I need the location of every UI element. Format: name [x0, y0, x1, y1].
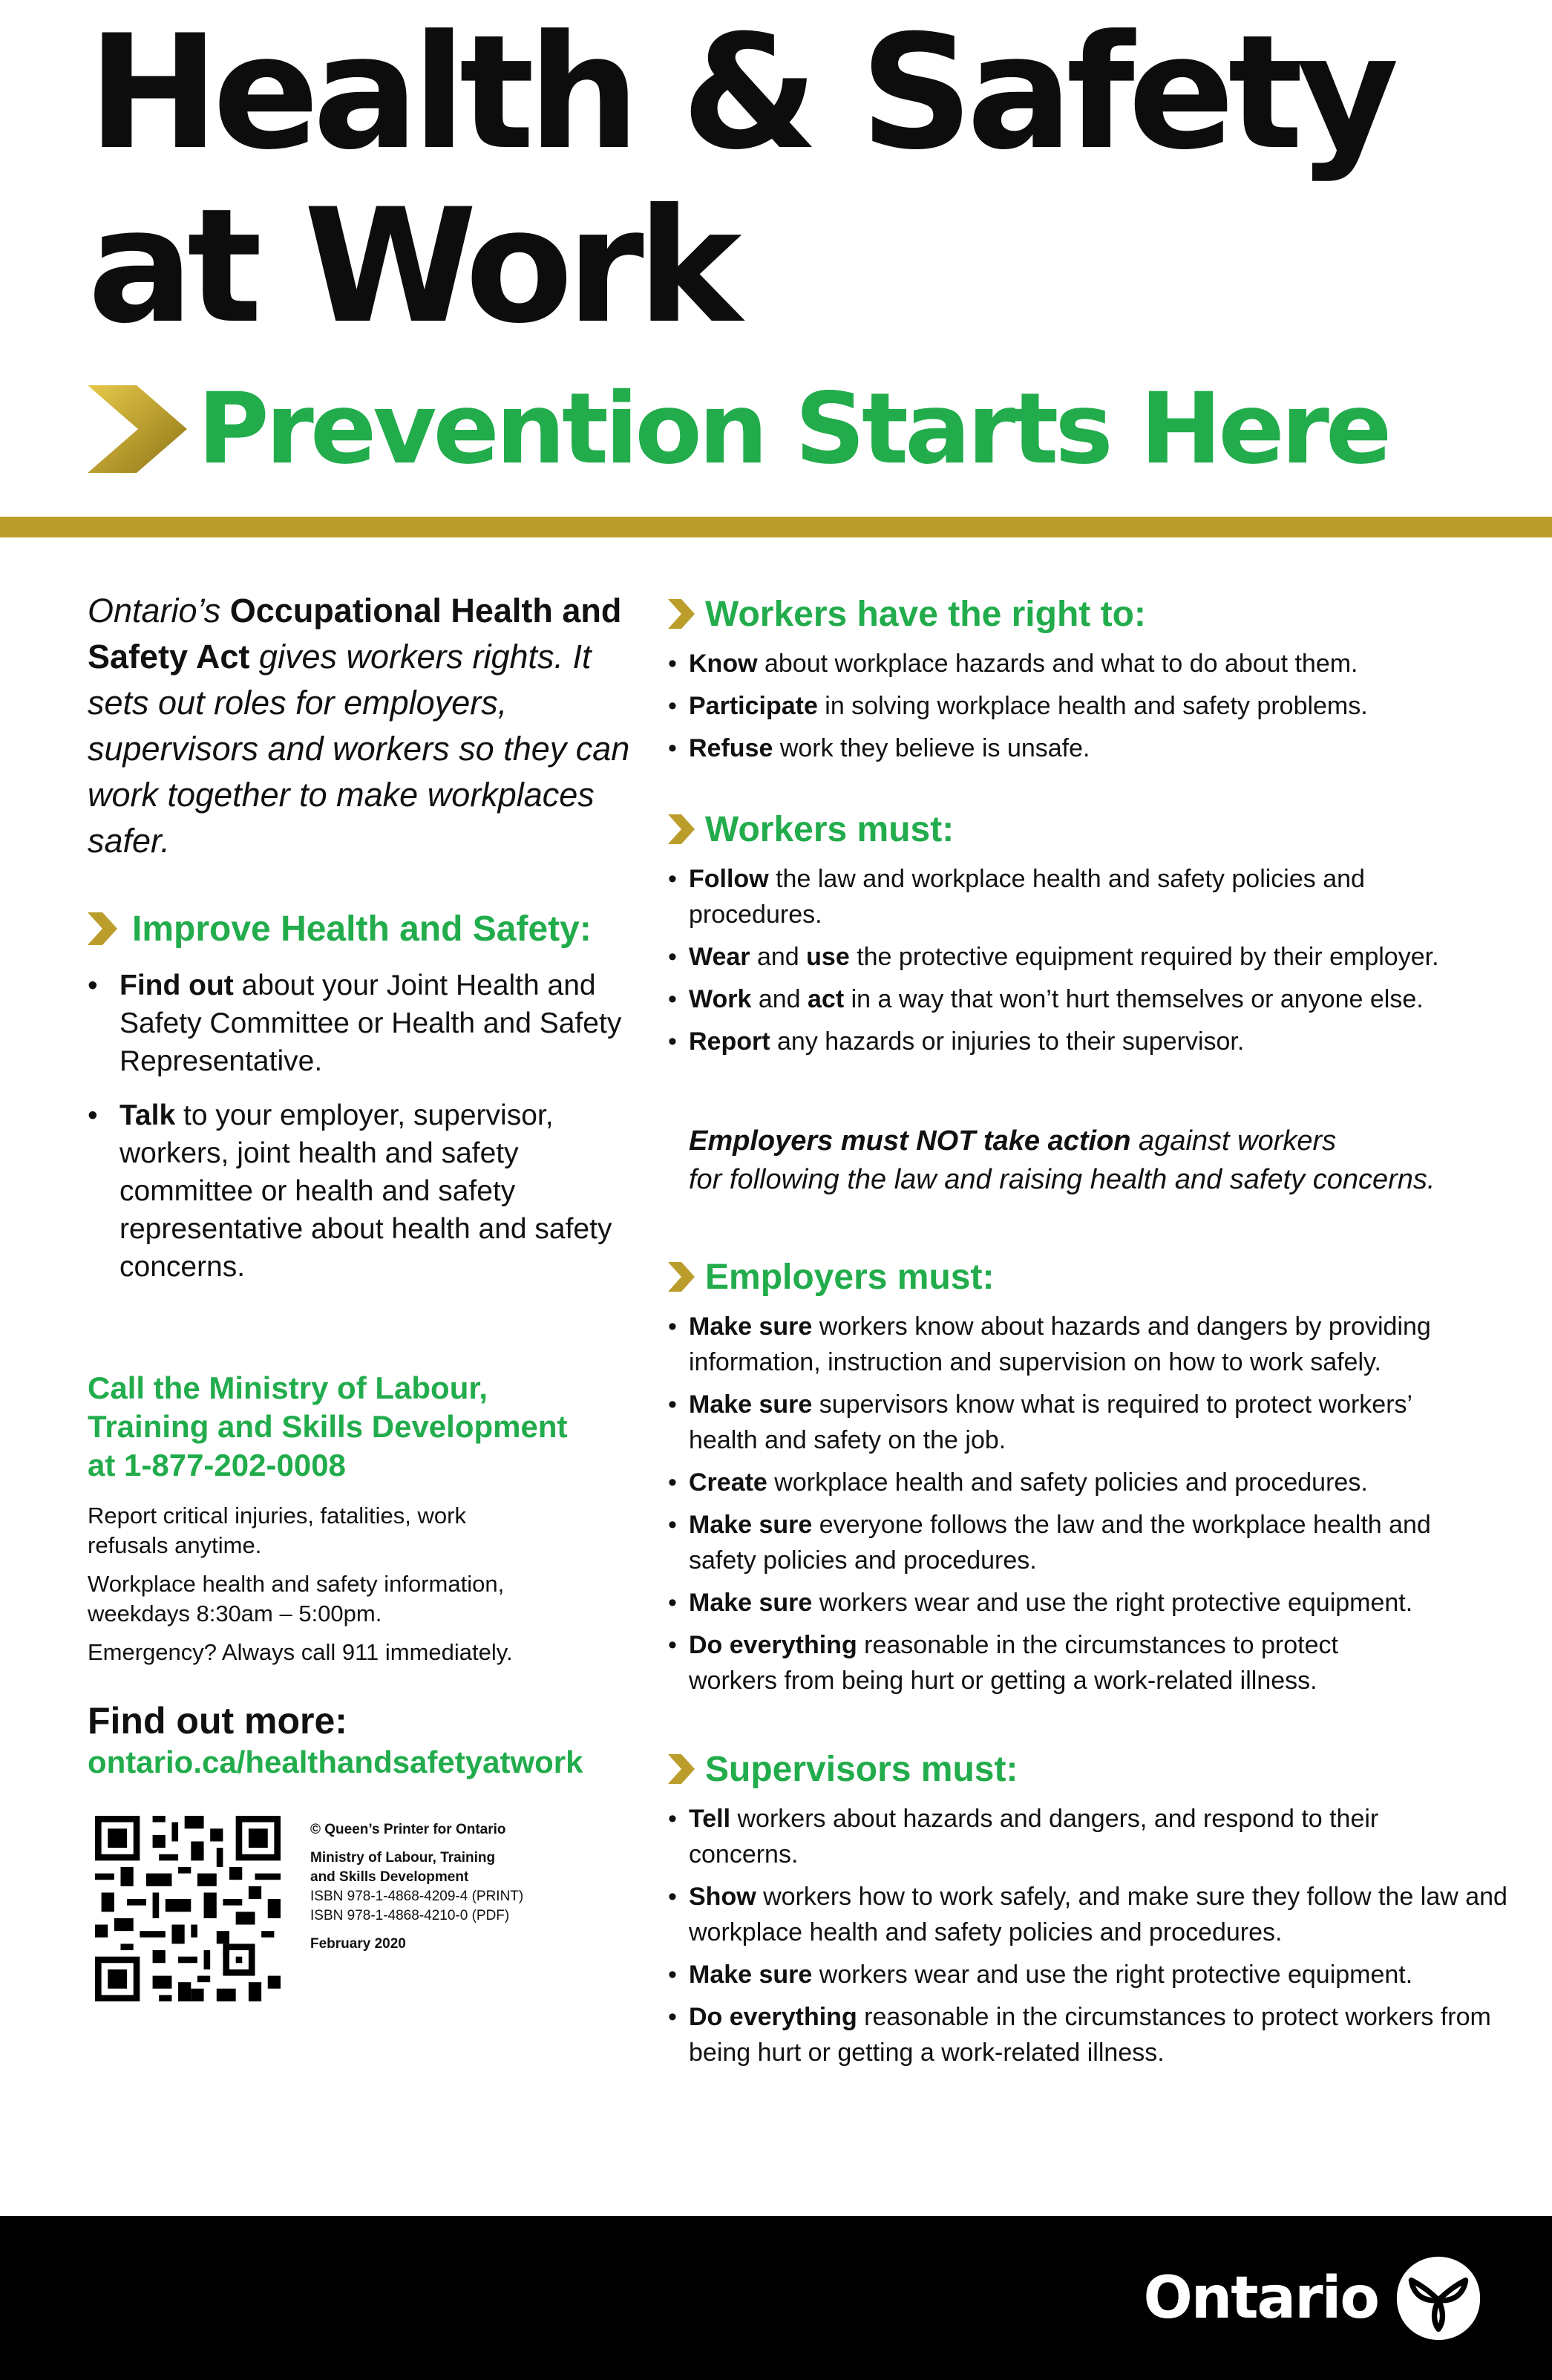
list-item — [667, 1024, 1528, 1059]
bullet-icon: • — [668, 865, 677, 893]
list-item — [667, 1957, 1528, 1992]
bullet-icon: • — [668, 1883, 677, 1911]
list-item — [88, 1096, 637, 1286]
item-bold: Make sure — [689, 1589, 813, 1617]
bullet-icon: • — [668, 2003, 677, 2031]
item-text: reasonable in the circumstances to protect workers from being hurt or getting a work-related illness. — [689, 2003, 1491, 2067]
item-bold: Find out — [119, 970, 234, 1001]
intro-text — [88, 588, 637, 864]
phone-number: at 1-877-202-0008 — [88, 1448, 346, 1482]
ministry-line: and Skills Development — [310, 1869, 469, 1885]
item-text: any hazards or injuries to their supervisor. — [770, 1027, 1245, 1056]
item-text: supervisors know what is required to protect workers’ health and safety on the job. — [689, 1390, 1412, 1454]
bullet-icon: • — [668, 692, 677, 720]
item-text: workers wear and use the right protective equipment. — [812, 1961, 1413, 1989]
chevron-right-icon — [88, 385, 187, 473]
item-text: in solving workplace health and safety problems. — [817, 692, 1368, 720]
workers-heading — [667, 803, 1528, 855]
list-item — [667, 1387, 1461, 1458]
item-bold: Participate — [689, 692, 818, 720]
item-text: workers know about hazards and dangers by providing information, instruction and supervision on how to work safely. — [689, 1312, 1431, 1376]
call-line: Training and Skills Development — [88, 1409, 568, 1444]
page-title — [88, 1, 1392, 358]
hours-text: Workplace health and safety information, weekdays 8:30am – 5:00pm. — [88, 1571, 505, 1627]
subtitle: Prevention Starts Here — [197, 372, 1389, 486]
chevron-right-icon — [88, 912, 117, 945]
list-item — [88, 967, 637, 1080]
bullet-icon: • — [668, 985, 677, 1013]
note-text: for following the law and raising health and safety concerns. — [689, 1164, 1435, 1195]
item-bold: Make sure — [689, 1312, 813, 1341]
report-text: Report critical injuries, fatalities, work refusals anytime. — [88, 1503, 466, 1558]
chevron-right-icon — [668, 1754, 695, 1784]
ministry-line: Ministry of Labour, Training — [310, 1850, 496, 1866]
list-item — [667, 1309, 1490, 1380]
bullet-icon: • — [668, 1961, 677, 1989]
isbn-pdf: ISBN 978-1-4868-4210-0 (PDF) — [310, 1908, 510, 1923]
publication-credits — [310, 1816, 523, 2001]
item-bold: use — [806, 943, 850, 971]
bullet-icon: • — [668, 1468, 677, 1497]
item-text: about your Joint Health and Safety Committee or Health and Safety Representative. — [119, 970, 622, 1077]
item-text: about workplace hazards and what to do about them. — [757, 650, 1358, 678]
employer-note — [689, 1122, 1528, 1199]
note-bold: Employers must NOT take action — [689, 1125, 1131, 1157]
trillium-icon — [1393, 2253, 1484, 2344]
item-bold: act — [808, 985, 845, 1013]
improve-heading-text: Improve Health and Safety: — [132, 909, 592, 949]
intro-post: gives workers rights. It sets out roles for employers, supervisors and workers so they can work together to make workplaces safer. — [88, 638, 630, 860]
item-text: reasonable in the circumstances to protect workers from being hurt or getting a work-related illness. — [689, 1631, 1338, 1695]
bullet-icon: • — [668, 734, 677, 762]
list-item — [667, 1801, 1461, 1872]
rights-heading — [667, 588, 1528, 640]
item-bold: Refuse — [689, 734, 773, 762]
title-line-1: Health & Safety — [88, 1, 1392, 184]
item-text: workers about hazards and dangers, and respond to their concerns. — [689, 1805, 1379, 1869]
chevron-right-icon — [668, 1262, 695, 1292]
rights-heading-text: Workers have the right to: — [705, 594, 1146, 634]
chevron-right-icon — [668, 814, 695, 844]
employers-list — [667, 1309, 1528, 1699]
improve-list — [88, 967, 637, 1286]
item-text: work they believe is unsafe. — [773, 734, 1090, 762]
item-text: everyone follows the law and the workplace health and safety policies and procedures. — [689, 1511, 1431, 1575]
item-text: workplace health and safety policies and procedures. — [767, 1468, 1368, 1497]
list-item — [667, 1585, 1528, 1621]
brand-wordmark: Ontario — [1143, 2265, 1378, 2332]
item-bold: Know — [689, 650, 758, 678]
footer-bar — [0, 2216, 1552, 2380]
list-item — [667, 646, 1528, 681]
supervisors-heading-text: Supervisors must: — [705, 1749, 1018, 1789]
list-item — [667, 981, 1528, 1017]
emergency-text: Emergency? Always call 911 immediately. — [88, 1639, 513, 1665]
right-column — [667, 588, 1528, 2077]
item-bold: Talk — [119, 1099, 176, 1131]
call-line: Call the Ministry of Labour, — [88, 1370, 488, 1405]
ontario-logo[interactable] — [1143, 2253, 1484, 2344]
item-text: the law and workplace health and safety policies and procedures. — [689, 865, 1365, 929]
qr-credits-row — [88, 1816, 523, 2001]
bullet-icon: • — [668, 1027, 677, 1056]
workers-list — [667, 861, 1528, 1059]
left-column — [88, 588, 637, 1952]
title-line-2: at Work — [88, 174, 736, 358]
item-text: the protective equipment required by their employer. — [849, 943, 1439, 971]
list-item — [667, 1879, 1528, 1950]
qr-code-icon[interactable] — [95, 1816, 281, 2001]
item-bold: Show — [689, 1883, 756, 1911]
item-bold: Make sure — [689, 1390, 813, 1419]
website-link[interactable]: ontario.ca/healthandsafetyatwork — [88, 1745, 583, 1779]
note-text: against workers — [1130, 1125, 1337, 1157]
bullet-icon: • — [668, 1390, 677, 1419]
list-item — [667, 1465, 1528, 1500]
publication-date: February 2020 — [310, 1936, 406, 1952]
bullet-icon: • — [668, 1511, 677, 1539]
item-bold: Work — [689, 985, 752, 1013]
list-item — [667, 1627, 1416, 1699]
item-bold: Create — [689, 1468, 767, 1497]
item-bold: Make sure — [689, 1961, 813, 1989]
item-text: in a way that won’t hurt themselves or anyone else. — [844, 985, 1424, 1013]
rights-list — [667, 646, 1528, 766]
bullet-icon: • — [668, 1631, 677, 1659]
item-bold: Report — [689, 1027, 770, 1056]
bullet-icon: • — [88, 1099, 98, 1131]
list-item — [667, 688, 1528, 724]
subtitle-row — [88, 372, 1389, 486]
act-name: Occupational Health and Safety Act — [88, 592, 622, 676]
chevron-right-icon — [668, 599, 695, 629]
list-item — [667, 730, 1528, 766]
employers-heading-text: Employers must: — [705, 1257, 995, 1297]
supervisors-list — [667, 1801, 1528, 2070]
item-text: to your employer, supervisor, workers, joint health and safety committee or health and safety representative about health and safety concerns. — [119, 1099, 612, 1283]
item-text: workers wear and use the right protective equipment. — [812, 1589, 1413, 1617]
list-item — [667, 1999, 1498, 2070]
improve-heading — [88, 903, 637, 955]
ministry-call — [88, 1369, 637, 1485]
item-text: workers how to work safely, and make sure they follow the law and workplace health and safety policies and procedures. — [689, 1883, 1507, 1946]
copyright-text: © Queen’s Printer for Ontario — [310, 1822, 506, 1837]
employers-heading — [667, 1251, 1528, 1303]
list-item — [667, 939, 1528, 975]
gold-divider — [0, 517, 1552, 537]
bullet-icon: • — [668, 1589, 677, 1617]
bullet-icon: • — [668, 650, 677, 678]
bullet-icon: • — [668, 1805, 677, 1833]
item-bold: Follow — [689, 865, 769, 893]
item-bold: Tell — [689, 1805, 731, 1833]
workers-heading-text: Workers must: — [705, 809, 955, 849]
ministry-info — [88, 1501, 637, 1667]
item-text: and — [751, 985, 808, 1013]
item-bold: Do everything — [689, 1631, 857, 1659]
supervisors-heading — [667, 1743, 1528, 1795]
bullet-icon: • — [88, 970, 98, 1001]
item-bold: Do everything — [689, 2003, 857, 2031]
list-item — [667, 861, 1416, 932]
isbn-print: ISBN 978-1-4868-4209-4 (PRINT) — [310, 1889, 524, 1904]
bullet-icon: • — [668, 1312, 677, 1341]
intro-pre: Ontario’s — [88, 592, 230, 630]
item-text: and — [750, 943, 807, 971]
item-bold: Wear — [689, 943, 750, 971]
list-item — [667, 1507, 1490, 1578]
item-bold: Make sure — [689, 1511, 813, 1539]
bullet-icon: • — [668, 943, 677, 971]
find-out-more-label: Find out more: — [88, 1700, 347, 1742]
